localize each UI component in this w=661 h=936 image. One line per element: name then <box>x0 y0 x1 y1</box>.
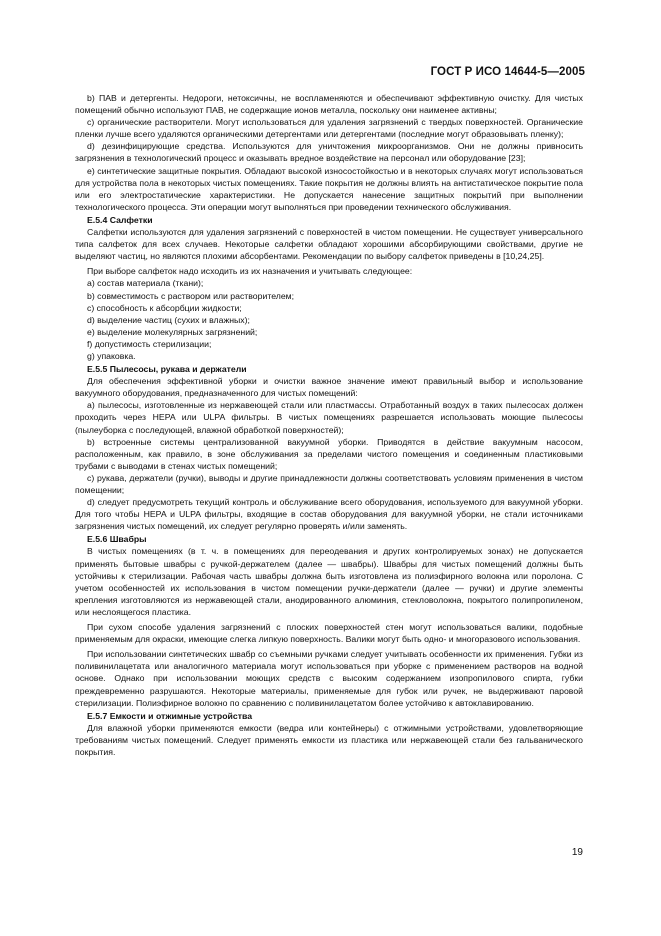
paragraph: g) упаковка. <box>87 350 136 361</box>
document-header: ГОСТ Р ИСО 14644-5—2005 <box>430 66 585 78</box>
paragraph: Для обеспечения эффективной уборки и очистки важное значение имеют правильный выбор и использование вакуумного оборудования, предназначенного для чистых помещений: <box>75 376 583 399</box>
paragraph: e) синтетические защитные покрытия. Обладают высокой износостойкостью и в некоторых случаях могут использоваться для устройства пола в некоторых чистых помещениях. Такие покрытия не должны влиять на антистатическое покрытие пола или его электростатические характеристики. Не допускается нанесение защитных покрытий при выполнении технологического процесса. Эти операции могут выполняться при проведении технического обслуживания. <box>75 165 583 212</box>
paragraph: d) следует предусмотреть текущий контроль и обслуживание всего оборудования, используемого для вакуумной уборки. Для того чтобы HEPA и ULPA фильтры, входящие в состав оборудования для вакуумной уборки, не стали источниками загрязнения чистых помещений, их следует регулярно проверять и/или заменять. <box>75 497 583 532</box>
paragraph: e) выделение молекулярных загрязнений; <box>87 326 258 337</box>
document-body <box>75 92 583 758</box>
paragraph: В чистых помещениях (в т. ч. в помещениях для переодевания и других контролируемых зонах) не допускается применять бытовые швабры с ручкой-держателем (далее — швабры). Швабры для чистых помещений должны быть устойчивы к стерилизации. Рабочая часть швабры должна быть изготовлена из полиэфирного волокна или поролона. С учетом особенностей их использования в чистом помещении ручки-держатели (далее — ручки) и другие элементы крепления изготовляются из нержавеющей стали, анодированного алюминия, стекловолокна, покрытого полипропиленом, или неслоящегося пластика. <box>75 546 583 617</box>
paragraph: Салфетки используются для удаления загрязнений с поверхностей в чистом помещении. Не существует универсального типа салфеток для всех случаев. Некоторые салфетки обладают хорошими абсорбирующими свойствами, другие не выделяют частиц, но являются плохими абсорбентами. Рекомендации по выбору салфеток приведены в [10,24,25]. <box>75 227 583 262</box>
paragraph: При использовании синтетических швабр со съемными ручками следует учитывать особенности их применения. Губки из поливинилацетата или аналогичного материала могут использоваться при уборке с применением растворов на водной основе. Однако при использовании моющих средств с высоким содержанием изопропилового спирта, губки преждевременно разрушаются. Некоторые материалы, применяемые для губок или ручек, не выдерживают паровой стерилизации. Полиэфирное волокно по сравнению с поливинилацетатом более устойчиво к автоклавированию. <box>75 649 583 708</box>
paragraph: c) способность к абсорбции жидкости; <box>87 302 242 313</box>
paragraph: Для влажной уборки применяются емкости (ведра или контейнеры) с отжимными устройствами, удовлетворяющие требованиям чистых помещений. Следует применять емкости из пластика или нержавеющей стали без гальванического покрытия. <box>75 722 583 757</box>
paragraph: c) рукава, держатели (ручки), выводы и другие принадлежности должны соответствовать условиям применения в чистом помещении; <box>75 472 583 495</box>
paragraph: a) состав материала (ткани); <box>87 278 204 289</box>
paragraph: b) совместимость с раствором или растворителем; <box>87 290 295 301</box>
page-number: 19 <box>571 847 583 858</box>
paragraph: При сухом способе удаления загрязнений с плоских поверхностей стен могут использоваться валики, подобные применяемым для окраски, имеющие слегка липкую поверхность. Валики могут быть одно- и многоразового использования. <box>75 622 583 645</box>
paragraph: При выборе салфеток надо исходить из их назначения и учитывать следующее: <box>87 266 413 277</box>
paragraph: f) допустимость стерилизации; <box>87 338 212 349</box>
paragraph: a) пылесосы, изготовленные из нержавеющей стали или пластмассы. Отработанный воздух в таких пылесосах должен проходить через HEPA или ULPA фильтры. В чистых помещениях разрешается использовать моющие пылесосы (пылеуборка с последующей, влажной обработкой поверхностей); <box>75 400 583 435</box>
section-heading: Е.5.7 Емкости и отжимные устройства <box>87 710 253 721</box>
paragraph: b) встроенные системы централизованной вакуумной уборки. Приводятся в действие вакуумным насосом, расположенным, как правило, в зоне обслуживания за пределами чистого помещения и соединенным пластиковыми трубами с выводами в стенах чистых помещений; <box>75 436 583 471</box>
paragraph: d) выделение частиц (сухих и влажных); <box>87 314 250 325</box>
section-heading: Е.5.4 Салфетки <box>87 214 153 225</box>
paragraph: d) дезинфицирующие средства. Используются для уничтожения микроорганизмов. Они не должны привносить загрязнения в технологический процесс и оказывать вредное воздействие на персонал или оборудование [23]; <box>75 141 583 164</box>
section-heading: Е.5.5 Пылесосы, рукава и держатели <box>87 364 247 375</box>
section-heading: Е.5.6 Швабры <box>87 534 147 545</box>
paragraph: b) ПАВ и детергенты. Недороги, нетоксичны, не воспламеняются и обеспечивают эффективную очистку. Для чистых помещений обычно используют ПАВ, не содержащие ионов металла, поскольку они наименее активны; <box>75 93 583 116</box>
paragraph: c) органические растворители. Могут использоваться для удаления загрязнений с твердых поверхностей. Органические пленки лучше всего удаляются органическими детергентами или детергентами (последние могут образовывать пленку); <box>75 117 583 140</box>
